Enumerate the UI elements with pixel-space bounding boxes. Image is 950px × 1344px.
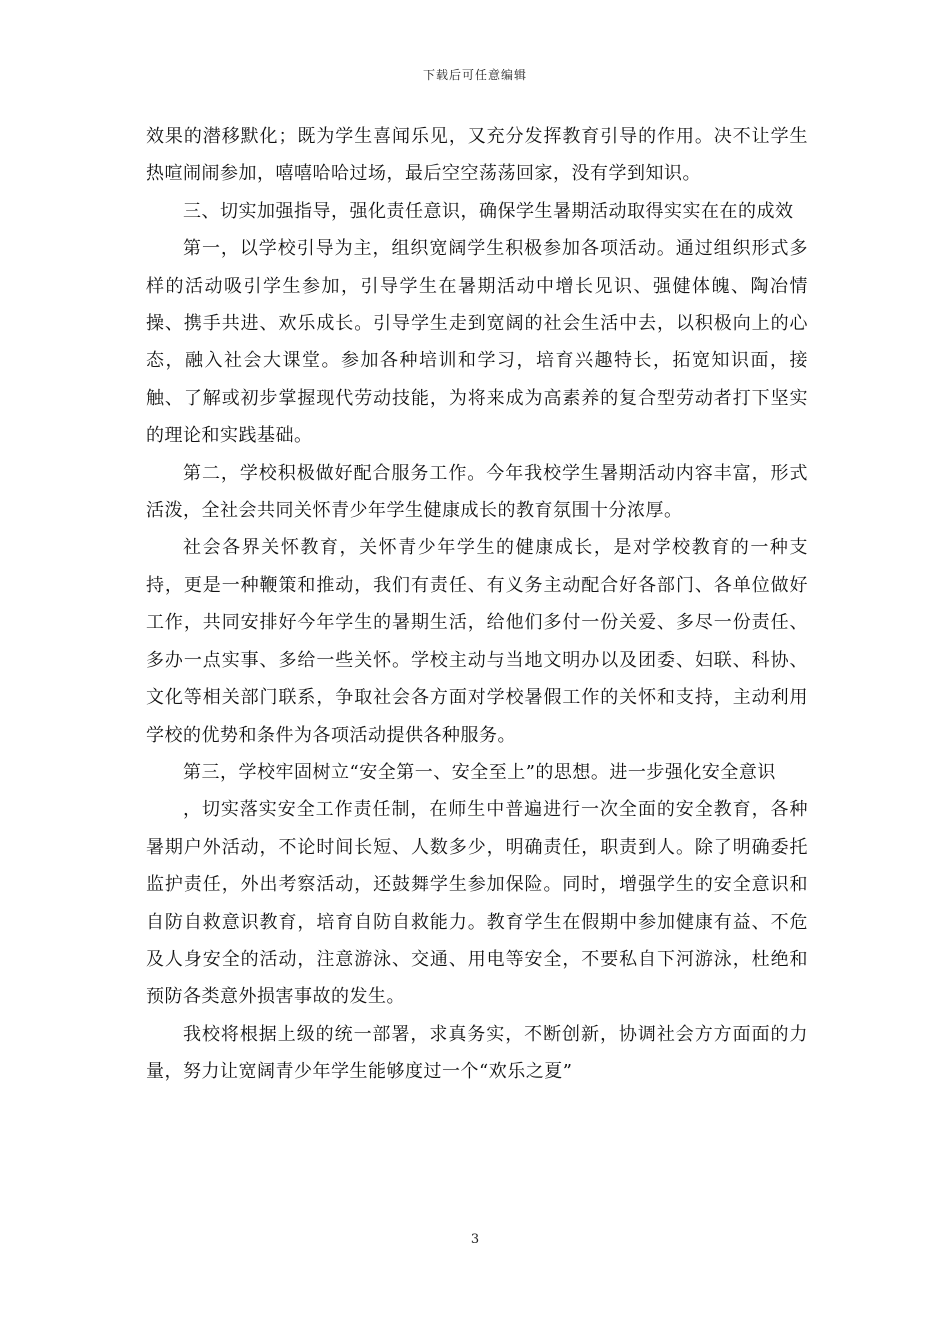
paragraph: 社会各界关怀教育，关怀青少年学生的健康成长，是对学校教育的一种支持，更是一种鞭策和推动，我们有责任、有义务主动配合好各部门、各单位做好工作，共同安排好今年学生的暑期生活，给他们多付一份关爱、多尽一份责任、多办一点实事、多给一些关怀。学校主动与当地文明办以及团委、妇联、科协、文化等相关部门联系，争取社会各方面对学校暑假工作的关怀和支持，主动利用学校的优势和条件为各项活动提供各种服务。: [146, 537, 808, 746]
section-heading: 三、切实加强指导，强化责任意识，确保学生暑期活动取得实实在在的成效: [183, 200, 794, 222]
paragraph: 第一，以学校引导为主，组织宽阔学生积极参加各项活动。通过组织形式多样的活动吸引学生参加，引导学生在暑期活动中增长见识、强健体魄、陶冶情操、携手共进、欢乐成长。引导学生走到宽阔的社会生活中去，以积极向上的心态，融入社会大课堂。参加各种培训和学习，培育兴趣特长，拓宽知识面，接触、了解或初步掌握现代劳动技能，为将来成为高素养的复合型劳动者打下坚实的理论和实践基础。: [146, 238, 808, 447]
paragraph: 第二，学校积极做好配合服务工作。今年我校学生暑期活动内容丰富，形式活泼，全社会共同关怀青少年学生健康成长的教育氛围十分浓厚。: [146, 462, 808, 522]
paragraph: 效果的潜移默化；既为学生喜闻乐见，又充分发挥教育引导的作用。决不让学生热喧闹闹参加，嘻嘻哈哈过场，最后空空荡荡回家，没有学到知识。: [146, 126, 808, 185]
document-body: [146, 118, 808, 1091]
paragraph: ，切实落实安全工作责任制，在师生中普遍进行一次全面的安全教育，各种暑期户外活动，不论时间长短、人数多少，明确责任，职责到人。除了明确委托监护责任，外出考察活动，还鼓舞学生参加保险。同时，增强学生的安全意识和自防自救意识教育，培育自防自救能力。教育学生在假期中参加健康有益、不危及人身安全的活动，注意游泳、交通、用电等安全，不要私自下河游泳，杜绝和预防各类意外损害事故的发生。: [146, 799, 808, 1008]
paragraph: 我校将根据上级的统一部署，求真务实，不断创新，协调社会方方面面的力量，努力让宽阔青少年学生能够度过一个“欢乐之夏”: [146, 1023, 808, 1083]
paragraph: 第三，学校牢固树立“安全第一、安全至上”的思想。进一步强化安全意识: [183, 761, 776, 783]
page-number: 3: [470, 1232, 480, 1247]
page-header: 下载后可任意编辑: [422, 68, 527, 82]
